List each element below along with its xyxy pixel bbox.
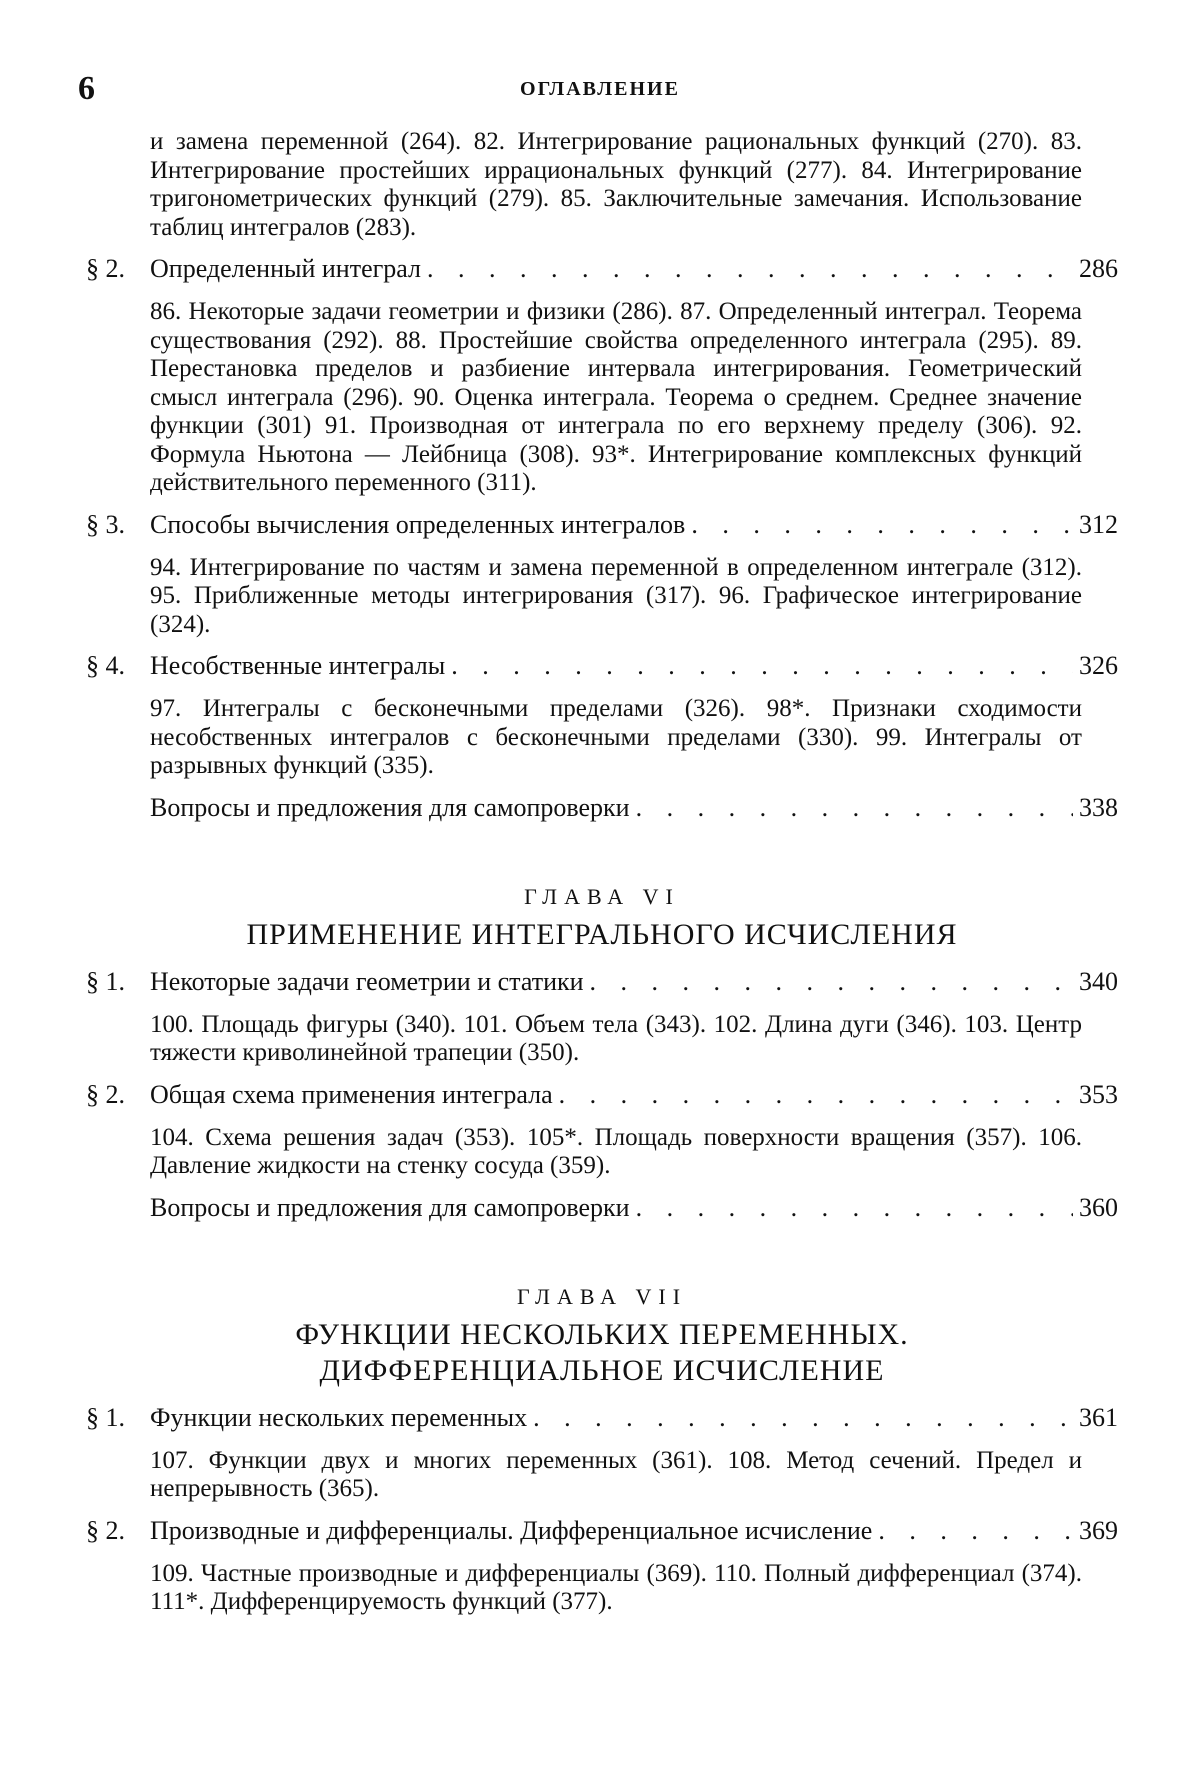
chapter-heading <box>86 883 1118 953</box>
section-description: и замена переменной (264). 82. Интегрирование рациональных функций (270). 83. Интегрирование простейших иррациональных функций (277). 84. Интегрирование тригонометрических функций (279). 85. Заключительные замечания. Использование таблиц интегралов (283). <box>150 128 1082 241</box>
section-title: Общая схема применения интеграла <box>150 1079 553 1109</box>
toc-entry-section-1[interactable] <box>86 1403 1118 1433</box>
chapter-title: ПРИМЕНЕНИЕ ИНТЕГРАЛЬНОГО ИСЧИСЛЕНИЯ <box>246 917 958 951</box>
section-description: 104. Схема решения задач (353). 105*. Площадь поверхности вращения (357). 106. Давление жидкости на стенку сосуда (359). <box>150 1123 1082 1179</box>
leader-dots <box>559 1080 1073 1110</box>
leader-dots <box>533 1403 1073 1433</box>
section-title: Функции нескольких переменных <box>150 1402 528 1432</box>
section-number: § 2. <box>86 1515 125 1545</box>
toc-entry-section-2[interactable] <box>86 254 1118 284</box>
page-ref: 338 <box>1079 792 1118 822</box>
page-number: 6 <box>78 70 95 107</box>
section-description: 97. Интегралы с бесконечными пределами (326). 98*. Признаки сходимости несобственных интегралов с бесконечными пределами (330). 99. Интегралы от разрывных функций (335). <box>150 695 1082 779</box>
leader-dots <box>451 651 1073 681</box>
leader-dots <box>590 967 1073 997</box>
section-description: 107. Функции двух и многих переменных (361). 108. Метод сечений. Предел и непрерывность (365). <box>150 1446 1082 1502</box>
toc-entry-section-2[interactable] <box>86 1516 1118 1546</box>
page-ref: 340 <box>1079 966 1118 996</box>
section-number: § 2. <box>86 1079 125 1109</box>
toc-entry-section-4[interactable] <box>86 651 1118 681</box>
chapter-heading <box>86 1283 1118 1389</box>
section-description: 86. Некоторые задачи геометрии и физики (286). 87. Определенный интеграл. Теорема существования (292). 88. Простейшие свойства определенного интеграла (295). 89. Перестановка пределов и разбиение интервала интегрирования. Геометрический смысл интеграла (296). 90. Оценка интеграла. Теорема о среднем. Среднее значение функции (301) 91. Производная от интеграла по его верхнему пределу (306). 92. Формула Ньютона — Лейбница (308). 93*. Интегрирование комплексных функций действительного переменного (311). <box>150 298 1082 496</box>
leader-dots <box>427 254 1073 284</box>
section-title: Производные и дифференциалы. Дифференциальное исчисление <box>150 1515 873 1545</box>
page-ref: 326 <box>1079 651 1118 680</box>
toc-entry-section-1[interactable] <box>86 967 1118 997</box>
page-ref: 312 <box>1079 509 1118 539</box>
leader-dots <box>636 1193 1073 1223</box>
section-title: Несобственные интегралы <box>150 651 446 680</box>
section-number: § 3. <box>86 509 125 539</box>
page-header <box>78 70 1122 110</box>
section-description: 94. Интегрирование по частям и замена переменной в определенном интеграле (312). 95. Приближенные методы интегрирования (317). 96. Графическое интегрирование (324). <box>150 553 1082 638</box>
toc-entry-questions[interactable] <box>86 1193 1118 1223</box>
page-ref: 360 <box>1079 1192 1118 1222</box>
section-title: Вопросы и предложения для самопроверки <box>150 792 630 822</box>
toc-entry-questions[interactable] <box>86 793 1118 823</box>
toc-entry-section-3[interactable] <box>86 510 1118 540</box>
page-ref: 361 <box>1079 1402 1118 1432</box>
section-number: § 4. <box>86 651 125 680</box>
leader-dots <box>636 793 1073 823</box>
section-number: § 1. <box>86 966 125 996</box>
toc-content <box>86 128 1118 1617</box>
page-ref: 369 <box>1079 1515 1118 1545</box>
section-description: 100. Площадь фигуры (340). 101. Объем тела (343). 102. Длина дуги (346). 103. Центр тяжести криволинейной трапеции (350). <box>150 1010 1082 1066</box>
chapter-label: ГЛАВА VII <box>516 1283 688 1309</box>
toc-entry-section-2[interactable] <box>86 1080 1118 1110</box>
page-ref: 353 <box>1079 1079 1118 1109</box>
section-number: § 1. <box>86 1402 125 1432</box>
leader-dots <box>691 510 1073 540</box>
section-title: Способы вычисления определенных интегралов <box>150 509 686 539</box>
chapter-title: ДИФФЕРЕНЦИАЛЬНОЕ ИСЧИСЛЕНИЕ <box>319 1353 885 1387</box>
chapter-title: ФУНКЦИИ НЕСКОЛЬКИХ ПЕРЕМЕННЫХ. <box>295 1317 909 1351</box>
running-head: ОГЛАВЛЕНИЕ <box>520 78 680 100</box>
section-number: § 2. <box>86 254 125 283</box>
leader-dots <box>878 1516 1073 1546</box>
chapter-label: ГЛАВА VI <box>524 883 680 909</box>
section-title: Определенный интеграл <box>150 254 422 283</box>
section-title: Вопросы и предложения для самопроверки <box>150 1192 630 1222</box>
section-title: Некоторые задачи геометрии и статики <box>150 966 584 996</box>
section-description: 109. Частные производные и дифференциалы (369). 110. Полный дифференциал (374). 111*. Дифференцируемость функций (377). <box>150 1559 1082 1615</box>
page-ref: 286 <box>1079 254 1118 283</box>
